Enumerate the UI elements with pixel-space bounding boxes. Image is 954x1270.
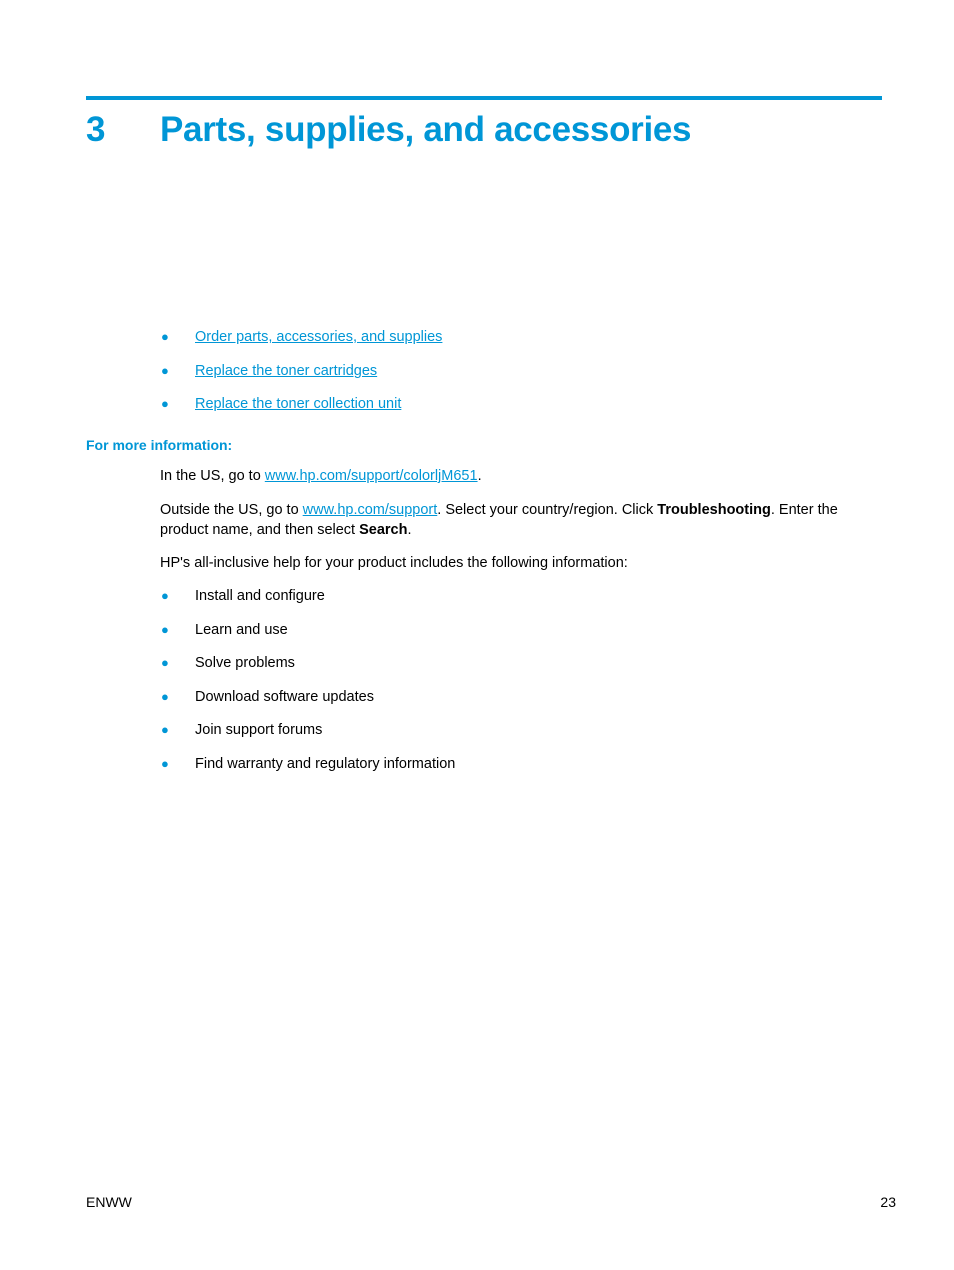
- bullet-icon: ●: [161, 362, 169, 378]
- list-item-text: Find warranty and regulatory information: [195, 755, 456, 772]
- toc-link-order-parts[interactable]: Order parts, accessories, and supplies: [195, 329, 443, 345]
- bullet-icon: ●: [161, 688, 169, 704]
- footer-label: ENWW: [86, 1194, 132, 1210]
- toc-link-replace-toner-collection-unit[interactable]: Replace the toner collection unit: [195, 396, 402, 412]
- list-item-text: Learn and use: [195, 621, 288, 638]
- chapter-rule: [86, 96, 882, 100]
- help-topics-list: [160, 586, 455, 787]
- outside-mid-text-1: . Select your country/region. Click: [437, 502, 658, 518]
- bullet-icon: ●: [161, 396, 169, 411]
- bullet-icon: ●: [161, 621, 169, 637]
- page-number: 23: [880, 1194, 896, 1210]
- list-item: [160, 754, 455, 774]
- toc-item: [160, 394, 442, 414]
- bullet-icon: ●: [161, 722, 169, 737]
- outside-mid-text-2: . Enter the product name, and then select: [160, 502, 838, 538]
- list-item: [160, 586, 455, 606]
- chapter-toc: [160, 327, 442, 428]
- bullet-icon: ●: [161, 588, 169, 603]
- outside-prefix-text: Outside the US, go to: [160, 502, 303, 518]
- toc-item: [160, 361, 442, 381]
- bullet-icon: ●: [161, 655, 169, 670]
- us-support-paragraph: [160, 467, 860, 487]
- more-info-heading: For more information:: [86, 437, 233, 453]
- search-bold: Search: [359, 521, 408, 538]
- bullet-icon: ●: [161, 755, 169, 771]
- bullet-icon: ●: [161, 329, 169, 344]
- list-item: [160, 720, 455, 740]
- chapter-number: 3: [86, 110, 106, 149]
- help-intro-paragraph: HP's all-inclusive help for your product includes the following information:: [160, 555, 628, 571]
- list-item: [160, 620, 455, 640]
- us-support-link[interactable]: www.hp.com/support/colorljM651: [264, 468, 478, 484]
- list-item-text: Join support forums: [195, 722, 323, 738]
- us-prefix-text: In the US, go to: [160, 468, 265, 484]
- support-link[interactable]: www.hp.com/support: [302, 502, 438, 518]
- outside-us-paragraph: [160, 501, 860, 540]
- chapter-title: Parts, supplies, and accessories: [160, 110, 692, 149]
- list-item-text: Download software updates: [195, 688, 374, 705]
- us-suffix-text: .: [477, 468, 482, 484]
- list-item-text: Solve problems: [195, 655, 295, 671]
- list-item-text: Install and configure: [195, 588, 325, 604]
- toc-link-replace-toner-cartridges[interactable]: Replace the toner cartridges: [195, 362, 378, 379]
- list-item: [160, 687, 455, 707]
- toc-item: [160, 327, 442, 347]
- list-item: [160, 653, 455, 673]
- troubleshooting-bold: Troubleshooting: [657, 502, 771, 518]
- outside-suffix-text: .: [407, 521, 412, 538]
